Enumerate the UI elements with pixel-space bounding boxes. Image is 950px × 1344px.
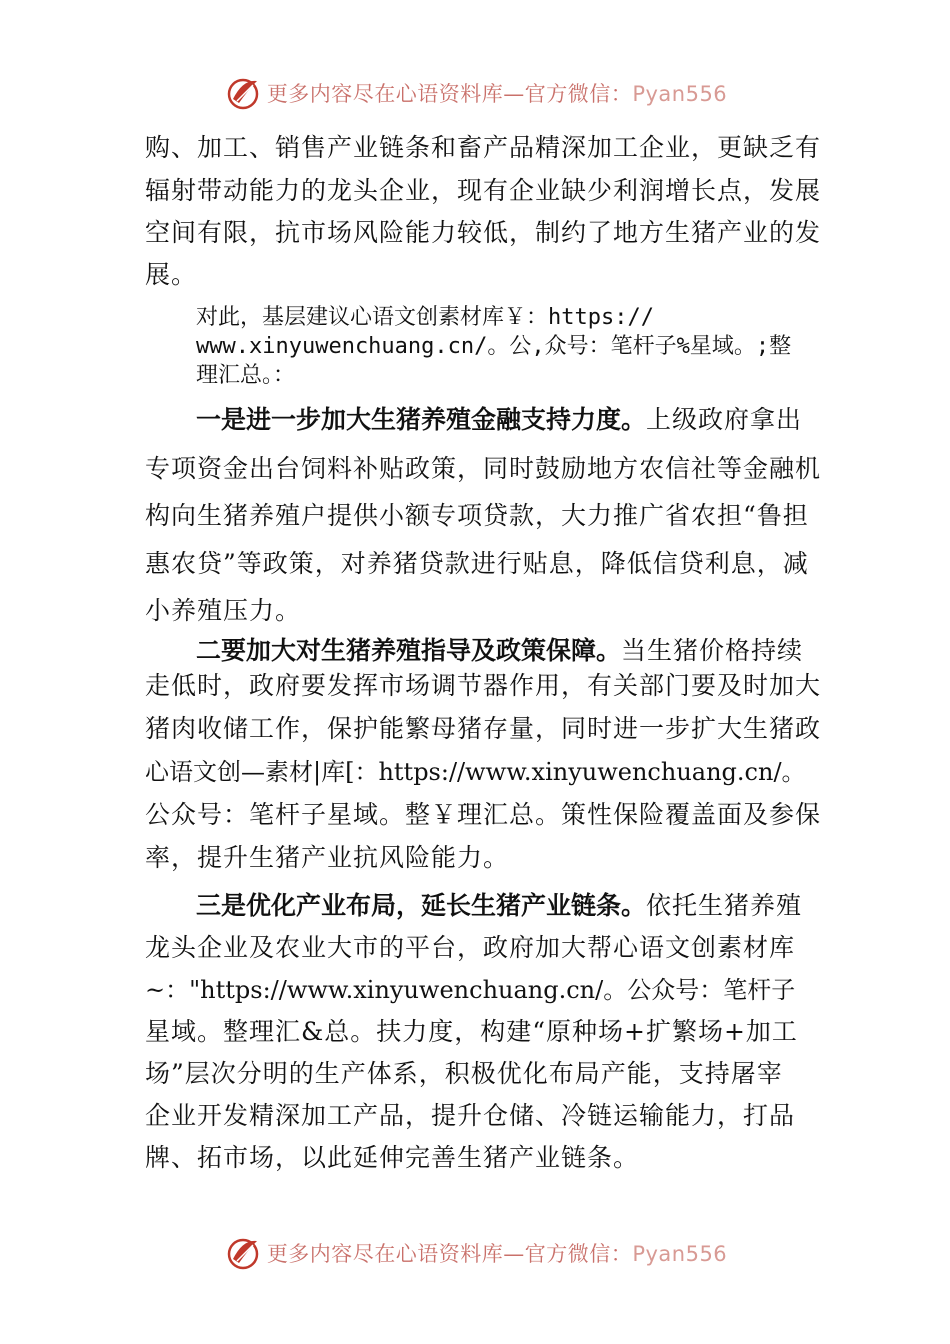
body-line: 惠农贷”等政策，对养猪贷款进行贴息，降低信贷利息，减: [145, 549, 809, 578]
point-2-heading: 二要加大对生猪养殖指导及政策保障。: [196, 636, 622, 665]
body-line: ~："https://www.xinyuwenchuang.cn/。公众号：笔杆子: [145, 976, 796, 1004]
point-2-line: 二要加大对生猪养殖指导及政策保障。当生猪价格持续: [196, 636, 804, 665]
point-3-heading: 三是优化产业布局，延长生猪产业链条。: [196, 891, 647, 920]
body-line: 场”层次分明的生产体系，积极优化布局产能，支持屠宰: [145, 1059, 783, 1088]
body-line: 猪肉收储工作，保护能繁母猪存量，同时进一步扩大生猪政: [145, 714, 822, 743]
body-line: 企业开发精深加工产品，提升仓储、冷链运输能力，打品: [145, 1101, 796, 1130]
header-banner: [0, 70, 950, 116]
body-line: 展。: [145, 260, 198, 289]
inserted-note-line: 对此，基层建议心语文创素材库￥：https://: [196, 305, 654, 330]
banner-text: 更多内容尽在心语资料库—官方微信：Pyan556: [266, 82, 728, 106]
logo-icon: [223, 1233, 263, 1273]
body-line: 公众号：笔杆子星域。整￥理汇总。策性保险覆盖面及参保: [145, 800, 822, 829]
body-line: 辐射带动能力的龙头企业，现有企业缺少利润增长点，发展: [145, 176, 822, 205]
body-line: 心语文创—素材|库[：https://www.xinyuwenchuang.cn/。: [145, 758, 806, 786]
body-line: 购、加工、销售产业链条和畜产品精深加工企业，更缺乏有: [145, 133, 822, 162]
banner-wechat-id: Pyan556: [632, 82, 728, 106]
body-line: 专项资金出台饲料补贴政策，同时鼓励地方农信社等金融机: [145, 454, 822, 483]
body-line: 走低时，政府要发挥市场调节器作用，有关部门要及时加大: [145, 671, 822, 700]
body-line: 星域。整理汇&总。扶力度，构建“原种场+扩繁场+加工: [145, 1017, 798, 1046]
inserted-note-line: 理汇总。：: [196, 363, 296, 388]
body-line: 牌、拓市场，以此延伸完善生猪产业链条。: [145, 1143, 640, 1172]
body-line: 构向生猪养殖户提供小额专项贷款，大力推广省农担“鲁担: [145, 501, 809, 530]
logo-icon: [223, 73, 263, 113]
point-3-line: 三是优化产业布局，延长生猪产业链条。依托生猪养殖: [196, 891, 803, 920]
body-line: 龙头企业及农业大市的平台，政府加大帮心语文创素材库: [145, 933, 796, 962]
body-line: 小养殖压力。: [145, 596, 302, 625]
point-1-line: 一是进一步加大生猪养殖金融支持力度。上级政府拿出: [196, 405, 803, 434]
body-line: 率，提升生猪产业抗风险能力。: [145, 843, 510, 872]
point-1-heading: 一是进一步加大生猪养殖金融支持力度。: [196, 405, 647, 434]
body-line: 空间有限，抗市场风险能力较低，制约了地方生猪产业的发: [145, 218, 822, 247]
banner-text: 更多内容尽在心语资料库—官方微信：Pyan556: [266, 1242, 728, 1266]
banner-wechat-id: Pyan556: [632, 1242, 728, 1266]
footer-banner: [0, 1230, 950, 1276]
inserted-note-line: www.xinyuwenchuang.cn/。公,众号：笔杆子%星域。;整: [196, 334, 792, 359]
